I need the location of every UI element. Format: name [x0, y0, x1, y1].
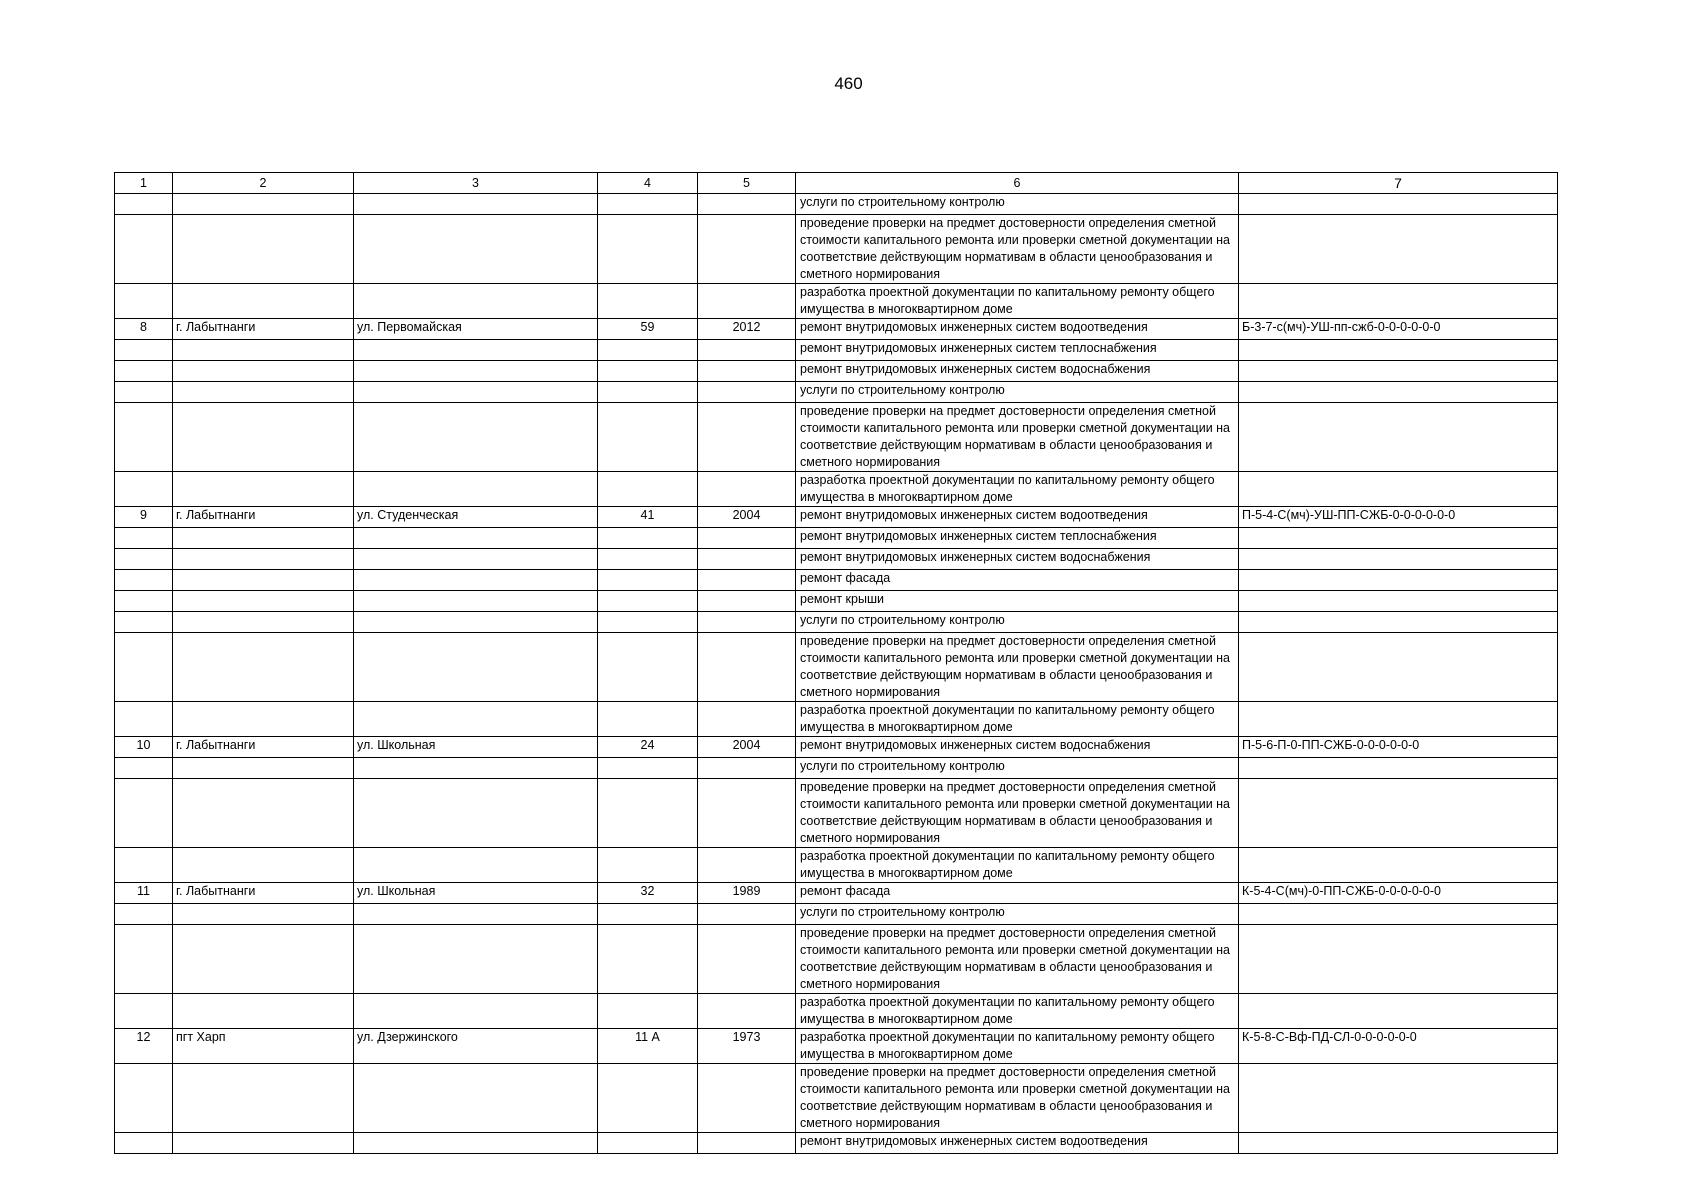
row-number-cell: [115, 340, 173, 361]
settlement-cell: г. Лабытнанги: [173, 883, 354, 904]
row-number-cell: [115, 758, 173, 779]
settlement-cell: [173, 633, 354, 702]
build-year-cell: 2004: [698, 737, 796, 758]
table-row: [115, 549, 1558, 570]
table-row: [115, 848, 1558, 883]
house-number-cell: [598, 1064, 698, 1133]
house-code-cell: [1239, 1133, 1558, 1154]
street-cell: [354, 591, 598, 612]
build-year-cell: [698, 403, 796, 472]
house-code-cell: [1239, 1064, 1558, 1133]
house-code-cell: К-5-4-С(мч)-0-ПП-СЖБ-0-0-0-0-0-0: [1239, 883, 1558, 904]
settlement-cell: г. Лабытнанги: [173, 507, 354, 528]
row-number-cell: [115, 994, 173, 1029]
build-year-cell: 2004: [698, 507, 796, 528]
settlement-cell: [173, 591, 354, 612]
work-type-cell: ремонт внутридомовых инженерных систем теплоснабжения: [796, 528, 1239, 549]
table-row: [115, 633, 1558, 702]
row-number-cell: [115, 904, 173, 925]
street-cell: [354, 340, 598, 361]
build-year-cell: [698, 633, 796, 702]
table-row: [115, 284, 1558, 319]
table-row: [115, 883, 1558, 904]
house-number-cell: [598, 702, 698, 737]
settlement-cell: [173, 758, 354, 779]
build-year-cell: [698, 904, 796, 925]
house-code-cell: П-5-6-П-0-ПП-СЖБ-0-0-0-0-0-0: [1239, 737, 1558, 758]
row-number-cell: 12: [115, 1029, 173, 1064]
row-number-cell: 10: [115, 737, 173, 758]
table-row: [115, 319, 1558, 340]
work-type-cell: ремонт фасада: [796, 883, 1239, 904]
house-code-cell: Б-3-7-с(мч)-УШ-пп-сжб-0-0-0-0-0-0: [1239, 319, 1558, 340]
street-cell: [354, 758, 598, 779]
row-number-cell: [115, 472, 173, 507]
house-code-cell: [1239, 570, 1558, 591]
house-code-cell: [1239, 758, 1558, 779]
build-year-cell: [698, 528, 796, 549]
house-code-cell: [1239, 194, 1558, 215]
build-year-cell: [698, 925, 796, 994]
table-row: [115, 925, 1558, 994]
house-number-cell: [598, 215, 698, 284]
table-row: [115, 194, 1558, 215]
street-cell: [354, 779, 598, 848]
work-type-cell: ремонт внутридомовых инженерных систем водоотведения: [796, 319, 1239, 340]
house-number-cell: 59: [598, 319, 698, 340]
table-row: [115, 612, 1558, 633]
house-number-cell: [598, 284, 698, 319]
header-cell-4: 4: [598, 173, 698, 194]
settlement-cell: [173, 382, 354, 403]
work-type-cell: услуги по строительному контролю: [796, 194, 1239, 215]
build-year-cell: [698, 382, 796, 403]
table-row: [115, 702, 1558, 737]
house-code-cell: [1239, 779, 1558, 848]
street-cell: [354, 702, 598, 737]
house-code-cell: [1239, 925, 1558, 994]
build-year-cell: [698, 1133, 796, 1154]
table-row: [115, 215, 1558, 284]
house-code-cell: [1239, 403, 1558, 472]
build-year-cell: [698, 848, 796, 883]
repair-schedule-table: [114, 172, 1558, 1154]
work-type-cell: проведение проверки на предмет достоверности определения сметной стоимости капитального ремонта или проверки сметной документации на соответствие действующим нормативам в области ценообразования и сметного нормирования: [796, 925, 1239, 994]
settlement-cell: г. Лабытнанги: [173, 319, 354, 340]
street-cell: ул. Школьная: [354, 737, 598, 758]
row-number-cell: [115, 848, 173, 883]
build-year-cell: [698, 194, 796, 215]
table-row: [115, 737, 1558, 758]
house-code-cell: П-5-4-С(мч)-УШ-ПП-СЖБ-0-0-0-0-0-0: [1239, 507, 1558, 528]
house-number-cell: [598, 904, 698, 925]
settlement-cell: [173, 612, 354, 633]
row-number-cell: 11: [115, 883, 173, 904]
table-row: [115, 340, 1558, 361]
house-number-cell: 32: [598, 883, 698, 904]
street-cell: [354, 403, 598, 472]
row-number-cell: [115, 779, 173, 848]
settlement-cell: [173, 1064, 354, 1133]
table-row: [115, 994, 1558, 1029]
row-number-cell: [115, 570, 173, 591]
build-year-cell: [698, 472, 796, 507]
street-cell: [354, 528, 598, 549]
settlement-cell: [173, 361, 354, 382]
header-cell-5: 5: [698, 173, 796, 194]
work-type-cell: услуги по строительному контролю: [796, 382, 1239, 403]
build-year-cell: 1989: [698, 883, 796, 904]
work-type-cell: разработка проектной документации по капитальному ремонту общего имущества в многоквартирном доме: [796, 702, 1239, 737]
house-code-cell: [1239, 591, 1558, 612]
work-type-cell: ремонт фасада: [796, 570, 1239, 591]
row-number-cell: [115, 1064, 173, 1133]
table-row: [115, 403, 1558, 472]
work-type-cell: разработка проектной документации по капитальному ремонту общего имущества в многоквартирном доме: [796, 1029, 1239, 1064]
house-code-cell: [1239, 612, 1558, 633]
build-year-cell: [698, 779, 796, 848]
house-number-cell: [598, 549, 698, 570]
house-number-cell: 41: [598, 507, 698, 528]
house-number-cell: [598, 779, 698, 848]
settlement-cell: г. Лабытнанги: [173, 737, 354, 758]
header-cell-6: 6: [796, 173, 1239, 194]
settlement-cell: [173, 215, 354, 284]
table-row: [115, 1133, 1558, 1154]
work-type-cell: ремонт внутридомовых инженерных систем теплоснабжения: [796, 340, 1239, 361]
street-cell: [354, 549, 598, 570]
build-year-cell: [698, 1064, 796, 1133]
table-row: [115, 472, 1558, 507]
build-year-cell: [698, 758, 796, 779]
house-number-cell: [598, 848, 698, 883]
house-number-cell: [598, 758, 698, 779]
row-number-cell: [115, 284, 173, 319]
build-year-cell: [698, 215, 796, 284]
house-code-cell: [1239, 340, 1558, 361]
house-code-cell: [1239, 382, 1558, 403]
house-number-cell: 24: [598, 737, 698, 758]
work-type-cell: разработка проектной документации по капитальному ремонту общего имущества в многоквартирном доме: [796, 994, 1239, 1029]
table-row: [115, 591, 1558, 612]
house-number-cell: [598, 591, 698, 612]
house-number-cell: [598, 472, 698, 507]
street-cell: ул. Школьная: [354, 883, 598, 904]
table-row: [115, 382, 1558, 403]
header-cell-2: 2: [173, 173, 354, 194]
house-number-cell: [598, 340, 698, 361]
house-code-cell: [1239, 528, 1558, 549]
work-type-cell: разработка проектной документации по капитальному ремонту общего имущества в многоквартирном доме: [796, 848, 1239, 883]
house-code-cell: [1239, 361, 1558, 382]
settlement-cell: [173, 284, 354, 319]
build-year-cell: 2012: [698, 319, 796, 340]
settlement-cell: [173, 925, 354, 994]
row-number-cell: [115, 549, 173, 570]
work-type-cell: ремонт внутридомовых инженерных систем водоснабжения: [796, 549, 1239, 570]
house-code-cell: [1239, 549, 1558, 570]
work-type-cell: разработка проектной документации по капитальному ремонту общего имущества в многоквартирном доме: [796, 284, 1239, 319]
street-cell: ул. Студенческая: [354, 507, 598, 528]
street-cell: [354, 570, 598, 591]
street-cell: [354, 904, 598, 925]
table-row: [115, 758, 1558, 779]
build-year-cell: [698, 361, 796, 382]
street-cell: ул. Первомайская: [354, 319, 598, 340]
row-number-cell: [115, 925, 173, 994]
build-year-cell: [698, 702, 796, 737]
settlement-cell: [173, 779, 354, 848]
build-year-cell: [698, 340, 796, 361]
house-number-cell: [598, 528, 698, 549]
house-code-cell: [1239, 904, 1558, 925]
house-number-cell: [598, 361, 698, 382]
house-code-cell: [1239, 994, 1558, 1029]
work-type-cell: ремонт крыши: [796, 591, 1239, 612]
settlement-cell: [173, 994, 354, 1029]
build-year-cell: [698, 994, 796, 1029]
row-number-cell: [115, 361, 173, 382]
settlement-cell: [173, 340, 354, 361]
settlement-cell: [173, 194, 354, 215]
row-number-cell: [115, 1133, 173, 1154]
work-type-cell: ремонт внутридомовых инженерных систем водоотведения: [796, 507, 1239, 528]
table-row: [115, 507, 1558, 528]
settlement-cell: [173, 403, 354, 472]
work-type-cell: ремонт внутридомовых инженерных систем водоотведения: [796, 1133, 1239, 1154]
street-cell: [354, 472, 598, 507]
row-number-cell: [115, 591, 173, 612]
street-cell: [354, 361, 598, 382]
house-number-cell: [598, 570, 698, 591]
house-number-cell: 11 А: [598, 1029, 698, 1064]
street-cell: [354, 848, 598, 883]
house-number-cell: [598, 382, 698, 403]
row-number-cell: [115, 633, 173, 702]
work-type-cell: проведение проверки на предмет достоверности определения сметной стоимости капитального ремонта или проверки сметной документации на соответствие действующим нормативам в области ценообразования и сметного нормирования: [796, 403, 1239, 472]
row-number-cell: [115, 612, 173, 633]
work-type-cell: разработка проектной документации по капитальному ремонту общего имущества в многоквартирном доме: [796, 472, 1239, 507]
settlement-cell: пгт Харп: [173, 1029, 354, 1064]
work-type-cell: ремонт внутридомовых инженерных систем водоснабжения: [796, 361, 1239, 382]
house-code-cell: [1239, 284, 1558, 319]
row-number-cell: [115, 194, 173, 215]
header-cell-7: 7: [1239, 173, 1558, 194]
build-year-cell: 1973: [698, 1029, 796, 1064]
work-type-cell: услуги по строительному контролю: [796, 612, 1239, 633]
settlement-cell: [173, 549, 354, 570]
row-number-cell: [115, 528, 173, 549]
house-number-cell: [598, 925, 698, 994]
build-year-cell: [698, 284, 796, 319]
table-row: [115, 904, 1558, 925]
street-cell: [354, 925, 598, 994]
house-code-cell: [1239, 472, 1558, 507]
work-type-cell: ремонт внутридомовых инженерных систем водоснабжения: [796, 737, 1239, 758]
work-type-cell: услуги по строительному контролю: [796, 758, 1239, 779]
street-cell: [354, 382, 598, 403]
settlement-cell: [173, 570, 354, 591]
work-type-cell: проведение проверки на предмет достоверности определения сметной стоимости капитального ремонта или проверки сметной документации на соответствие действующим нормативам в области ценообразования и сметного нормирования: [796, 1064, 1239, 1133]
build-year-cell: [698, 570, 796, 591]
house-number-cell: [598, 633, 698, 702]
street-cell: [354, 994, 598, 1029]
settlement-cell: [173, 848, 354, 883]
table-body: [115, 194, 1558, 1154]
row-number-cell: [115, 382, 173, 403]
settlement-cell: [173, 528, 354, 549]
work-type-cell: проведение проверки на предмет достоверности определения сметной стоимости капитального ремонта или проверки сметной документации на соответствие действующим нормативам в области ценообразования и сметного нормирования: [796, 779, 1239, 848]
house-code-cell: К-5-8-С-Вф-ПД-СЛ-0-0-0-0-0-0: [1239, 1029, 1558, 1064]
street-cell: [354, 1064, 598, 1133]
table-row: [115, 570, 1558, 591]
house-code-cell: [1239, 633, 1558, 702]
house-code-cell: [1239, 702, 1558, 737]
build-year-cell: [698, 549, 796, 570]
street-cell: [354, 1133, 598, 1154]
header-cell-1: 1: [115, 173, 173, 194]
house-code-cell: [1239, 215, 1558, 284]
page-number: 460: [834, 74, 863, 93]
work-type-cell: проведение проверки на предмет достоверности определения сметной стоимости капитального ремонта или проверки сметной документации на соответствие действующим нормативам в области ценообразования и сметного нормирования: [796, 633, 1239, 702]
settlement-cell: [173, 904, 354, 925]
header-row: [115, 173, 1558, 194]
row-number-cell: [115, 215, 173, 284]
house-number-cell: [598, 403, 698, 472]
house-number-cell: [598, 194, 698, 215]
row-number-cell: [115, 403, 173, 472]
table-row: [115, 1064, 1558, 1133]
house-number-cell: [598, 612, 698, 633]
table-row: [115, 528, 1558, 549]
street-cell: [354, 612, 598, 633]
house-number-cell: [598, 1133, 698, 1154]
settlement-cell: [173, 472, 354, 507]
street-cell: [354, 633, 598, 702]
street-cell: [354, 215, 598, 284]
build-year-cell: [698, 591, 796, 612]
street-cell: [354, 284, 598, 319]
row-number-cell: 8: [115, 319, 173, 340]
table-row: [115, 779, 1558, 848]
house-code-cell: [1239, 848, 1558, 883]
table-row: [115, 361, 1558, 382]
settlement-cell: [173, 702, 354, 737]
header-cell-3: 3: [354, 173, 598, 194]
work-type-cell: услуги по строительному контролю: [796, 904, 1239, 925]
row-number-cell: 9: [115, 507, 173, 528]
settlement-cell: [173, 1133, 354, 1154]
street-cell: [354, 194, 598, 215]
row-number-cell: [115, 702, 173, 737]
house-number-cell: [598, 994, 698, 1029]
build-year-cell: [698, 612, 796, 633]
work-type-cell: проведение проверки на предмет достоверности определения сметной стоимости капитального ремонта или проверки сметной документации на соответствие действующим нормативам в области ценообразования и сметного нормирования: [796, 215, 1239, 284]
street-cell: ул. Дзержинского: [354, 1029, 598, 1064]
table-row: [115, 1029, 1558, 1064]
